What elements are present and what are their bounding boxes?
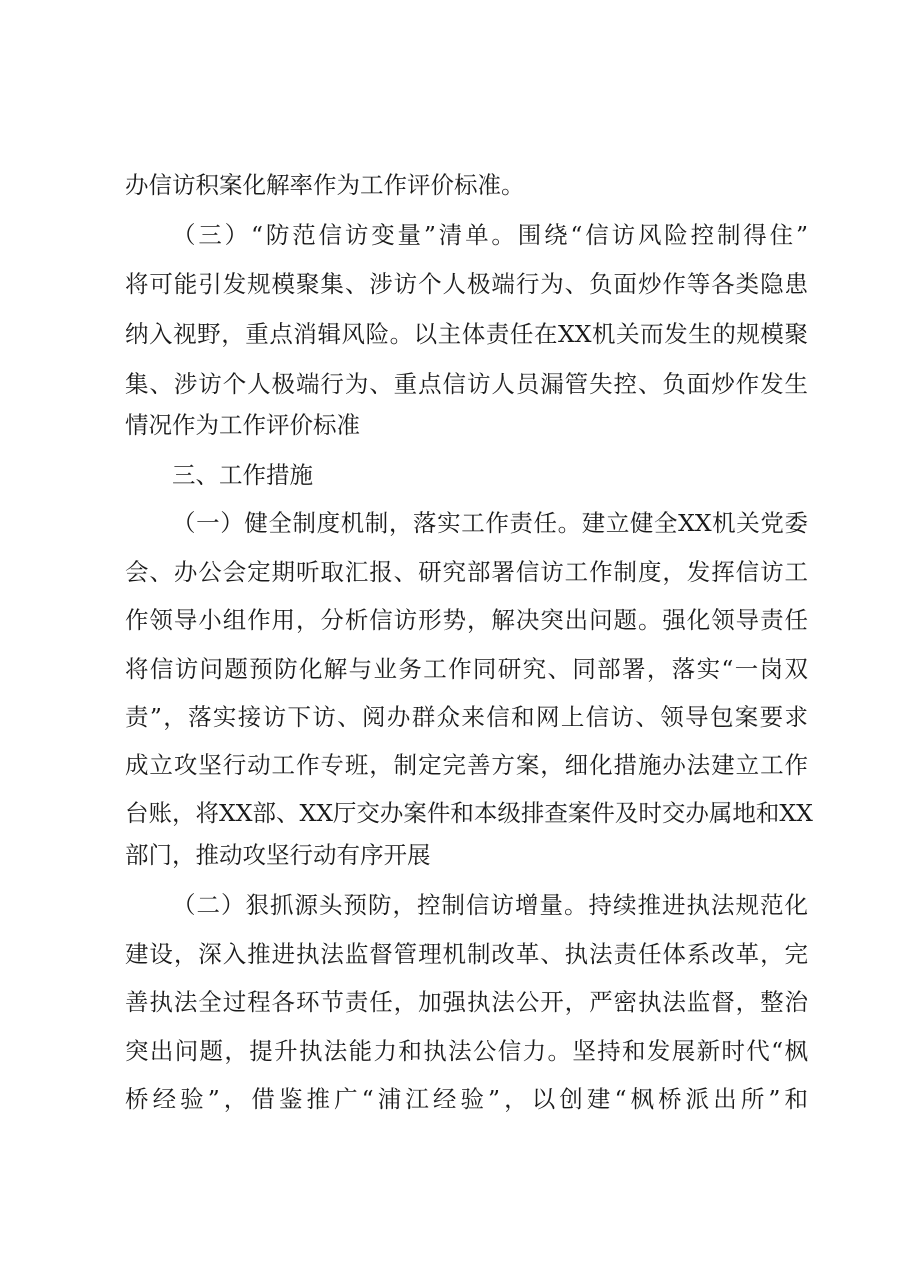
paragraph-line xyxy=(0,649,909,689)
line-text: 责”，落实接访下访、阅办群众来信和网上信访、领导包案要求 xyxy=(125,703,808,731)
line-text: 部门，推动攻坚行动有序开展 xyxy=(125,841,431,869)
paragraph-line xyxy=(0,314,909,354)
line-text: 善执法全过程各环节责任，加强执法公开，严密执法监督，整治 xyxy=(125,988,808,1016)
line-text: 会、办公会定期听取汇报、研究部署信访工作制度，发挥信访工 xyxy=(125,558,808,586)
paragraph-line xyxy=(0,697,909,737)
paragraph-line xyxy=(0,1079,909,1119)
line-text: 台账，将XX部、XX厅交办案件和本级排查案件及时交办属地和XX xyxy=(125,799,813,827)
paragraph-line xyxy=(0,745,909,785)
line-text: （一）健全制度机制，落实工作责任。建立健全XX机关党委 xyxy=(172,509,808,537)
line-text: 纳入视野，重点消辑风险。以主体责任在XX机关而发生的规模聚 xyxy=(125,320,808,348)
heading-text: 三、工作措施 xyxy=(172,461,313,489)
paragraph-line xyxy=(0,600,909,640)
paragraph-line xyxy=(0,982,909,1022)
line-text: 作领导小组作用，分析信访形势，解决突出问题。强化领导责任 xyxy=(125,606,808,634)
line-text: （三）“防范信访变量”清单。围绕“信访风险控制得住” xyxy=(172,221,808,249)
line-text: 将可能引发规模聚集、涉访个人极端行为、负面炒作等各类隐患 xyxy=(125,270,808,298)
line-text: 集、涉访个人极端行为、重点信访人员漏管失控、负面炒作发生 xyxy=(125,370,808,398)
line-text: 桥经验”，借鉴推广“浦江经验”，以创建“枫桥派出所”和 xyxy=(125,1085,808,1113)
paragraph-line xyxy=(0,215,909,255)
line-text: （二）狠抓源头预防，控制信访增量。持续推进执法规范化 xyxy=(172,891,808,919)
line-text: 将信访问题预防化解与业务工作同研究、同部署，落实“一岗双 xyxy=(125,655,808,683)
line-text: 突出问题，提升执法能力和执法公信力。坚持和发展新时代“枫 xyxy=(125,1037,808,1065)
paragraph-line xyxy=(0,1031,909,1071)
paragraph-line xyxy=(0,885,909,925)
paragraph-line xyxy=(0,503,909,543)
paragraph-line xyxy=(0,264,909,304)
paragraph-line xyxy=(0,364,909,404)
line-text: 情况作为工作评价标准 xyxy=(125,411,360,439)
line-text: 建设，深入推进执法监督管理机制改革、执法责任体系改革，完 xyxy=(125,940,808,968)
line-text: 成立攻坚行动工作专班，制定完善方案，细化措施办法建立工作 xyxy=(125,751,808,779)
paragraph-line xyxy=(0,934,909,974)
paragraph-line xyxy=(0,793,909,833)
line-text: 办信访积案化解率作为工作评价标准。 xyxy=(125,171,525,199)
paragraph-line xyxy=(0,552,909,592)
